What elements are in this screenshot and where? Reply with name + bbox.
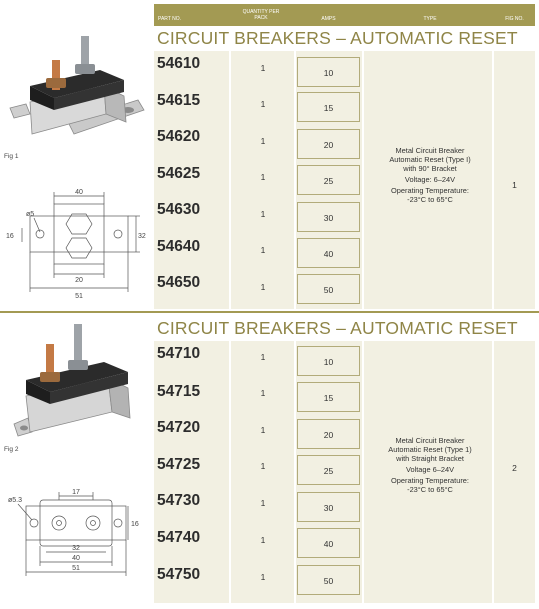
section-title: CIRCUIT BREAKERS – AUTOMATIC RESET [157, 28, 518, 48]
part-number: 54625 [157, 165, 201, 182]
part-number: 54610 [157, 55, 201, 72]
dim-overall: 51 [72, 565, 80, 572]
dim-body: 40 [72, 555, 80, 562]
part-number: 54720 [157, 419, 201, 436]
type-line: with Straight Bracket [396, 454, 464, 463]
dim-spacing: 17 [72, 489, 80, 496]
type-line: -23°C to 65°C [407, 485, 453, 494]
dim-height-left: 16 [6, 233, 14, 240]
figure-label: Fig 1 [4, 153, 19, 160]
column-header-bar [154, 4, 535, 26]
part-number: 54750 [157, 566, 201, 583]
column-divider [294, 341, 296, 603]
fig-number: 1 [512, 180, 517, 190]
part-number: 54715 [157, 383, 201, 400]
circuit-breaker-photo-bracket [8, 30, 148, 150]
amps-value: 20 [297, 419, 360, 449]
quantity-value: 1 [260, 352, 266, 362]
amps-value: 15 [297, 92, 360, 122]
type-line: -23°C to 65°C [407, 195, 453, 204]
quantity-value: 1 [260, 99, 266, 109]
part-number: 54620 [157, 128, 201, 145]
header-type: TYPE [423, 16, 437, 22]
type-description [365, 436, 495, 494]
amps-value: 10 [297, 346, 360, 376]
type-line: Automatic Reset (Type 1) [388, 445, 472, 454]
quantity-value: 1 [260, 63, 266, 73]
section-title: CIRCUIT BREAKERS – AUTOMATIC RESET [157, 318, 518, 338]
amps-value: 30 [297, 492, 360, 522]
type-line: Metal Circuit Breaker [395, 436, 465, 445]
amps-value: 50 [297, 274, 360, 304]
quantity-value: 1 [260, 572, 266, 582]
column-divider [362, 341, 364, 603]
part-number: 54725 [157, 456, 201, 473]
amps-value: 15 [297, 382, 360, 412]
dim-inner: 32 [72, 545, 80, 552]
amps-value: 10 [297, 57, 360, 87]
quantity-value: 1 [260, 388, 266, 398]
amps-value: 25 [297, 455, 360, 485]
column-divider [294, 51, 296, 309]
column-divider [362, 51, 364, 309]
header-part-no: PART NO. [158, 16, 182, 22]
quantity-value: 1 [260, 425, 266, 435]
quantity-value: 1 [260, 172, 266, 182]
part-number: 54640 [157, 238, 201, 255]
dim-hole: ø5 [26, 211, 35, 218]
part-number: 54710 [157, 345, 201, 362]
amps-value: 30 [297, 202, 360, 232]
column-divider [229, 341, 231, 603]
quantity-value: 1 [260, 245, 266, 255]
part-number: 54615 [157, 92, 201, 109]
circuit-breaker-photo-straight [8, 320, 148, 442]
type-description [365, 146, 495, 204]
dim-overall: 51 [75, 293, 83, 300]
dim-height: 16 [131, 521, 139, 528]
amps-value: 20 [297, 129, 360, 159]
header-amps: AMPS [321, 16, 336, 22]
figure-label: Fig 2 [4, 446, 19, 453]
amps-value: 50 [297, 565, 360, 595]
dim-height-right: 32 [138, 233, 146, 240]
dimension-drawing-fig2 [4, 484, 154, 602]
dimension-drawing-fig1 [4, 188, 154, 300]
quantity-value: 1 [260, 136, 266, 146]
part-number: 54730 [157, 492, 201, 509]
type-line: with 90° Bracket [403, 164, 457, 173]
dim-inner: 20 [75, 277, 83, 284]
type-line: Metal Circuit Breaker [395, 146, 465, 155]
amps-value: 40 [297, 528, 360, 558]
amps-value: 40 [297, 238, 360, 268]
type-line: Voltage: 6–24V [404, 175, 456, 184]
type-line: Operating Temperature: [391, 186, 469, 195]
part-number: 54630 [157, 201, 201, 218]
section-divider [0, 311, 539, 313]
fig-number: 2 [512, 463, 517, 473]
dim-hole: ø5.3 [8, 497, 23, 504]
quantity-value: 1 [260, 461, 266, 471]
quantity-value: 1 [260, 535, 266, 545]
header-quantity: QUANTITY PER PACK [242, 9, 280, 21]
amps-value: 25 [297, 165, 360, 195]
column-divider [229, 51, 231, 309]
part-number: 54650 [157, 274, 201, 291]
quantity-value: 1 [260, 209, 266, 219]
dim-width-top: 40 [75, 189, 83, 196]
type-line: Automatic Reset (Type I) [389, 155, 471, 164]
part-number: 54740 [157, 529, 201, 546]
type-line: Voltage 6–24V [405, 465, 455, 474]
quantity-value: 1 [260, 282, 266, 292]
header-fig-no: FIG NO. [505, 16, 524, 22]
quantity-value: 1 [260, 498, 266, 508]
type-line: Operating Temperature: [391, 476, 469, 485]
